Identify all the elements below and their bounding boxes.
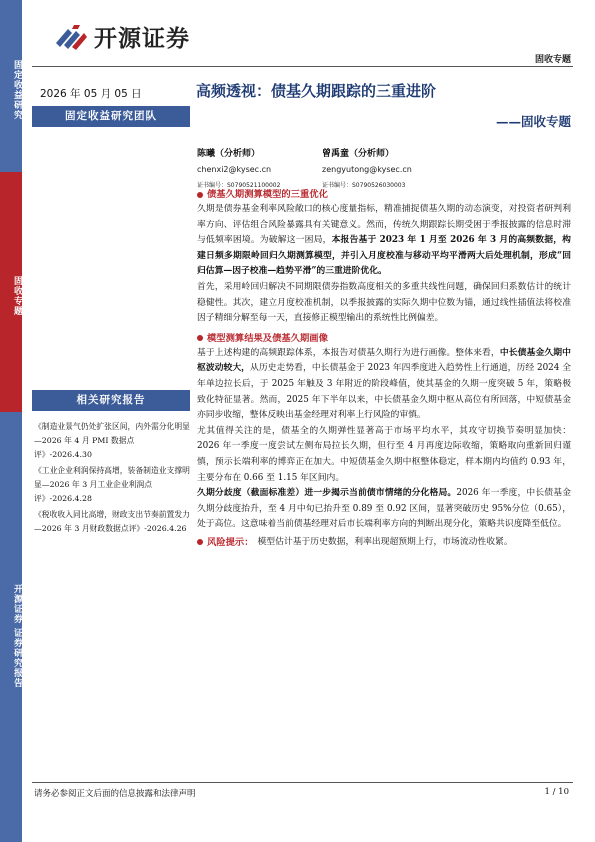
paragraph-text: 2026 年一季度，中长债基金久期分歧度抬升，至 4 月中旬已抬升至 0.89 至 0.92 区间，显著突破历史 95%分位（0.65），处于高位。这意味着当前债基经理对后市长端利率方向的判断出现分化，策略共识度降至低位。 bbox=[197, 488, 571, 530]
paragraph-text: 从历史走势看，中长债基金于 2023 年四季度进入趋势性上行通道，历经 2024 全年单边拉长后，于 2025 年触及 3 年附近的阶段峰值，使其基金的久期一度突破 5 年，策略极致化特征显著。然而，2025 年下半年以来，中长债基金久期中枢从高位有所回落，中短债基金亦同步收缩，整体反映出基金经理对利率上行风险的审慎。 bbox=[197, 363, 571, 421]
analyst-email[interactable]: zengyutong@kysec.cn bbox=[322, 165, 412, 174]
sidebar-top-label: 固定收益研究 bbox=[12, 60, 22, 120]
report-title: 高频透视：债基久期跟踪的三重进阶 bbox=[196, 82, 437, 100]
paragraph bbox=[197, 202, 571, 280]
team-label: 固定收益研究团队 bbox=[32, 106, 190, 127]
analyst-card bbox=[197, 146, 280, 189]
page-number: 1 / 10 bbox=[544, 787, 569, 797]
report-date: 2026 年 05 月 05 日 bbox=[40, 88, 142, 100]
risk-text: 模型估计基于历史数据，利率出现超预期上行，市场流动性收紧。 bbox=[257, 536, 513, 547]
logo-mark-icon bbox=[54, 23, 88, 51]
paragraph: 首先，采用岭回归解决不同期限债券指数高度相关的多重共线性问题，确保回归系数估计的统计稳健性。其次，建立月度校准机制，以季报披露的实际久期中位数为锚，通过线性插值法将校准因子精细分解至每一天，直接修正模型输出的系统性比例偏差。 bbox=[197, 281, 571, 324]
sidebar-section-brand bbox=[0, 412, 22, 842]
sidebar-middle-label: 固收专题 bbox=[12, 276, 22, 316]
analyst-name: 曾禹童（分析师） bbox=[322, 149, 395, 159]
paragraph-emphasis: 本报告基于 2023 年 1 月至 2026 年 3 月的高频数据，构建日频多期限岭回归久期测算模型，并引入月度校准与移动平均平滑两大后处理机制，形成“回归估算—因子校准—趋势平滑”的三重进阶优化。 bbox=[197, 235, 571, 277]
analyst-name: 陈曦（分析师） bbox=[197, 149, 261, 159]
risk-warning bbox=[197, 535, 571, 550]
analyst-cert: 证书编号：S0790521100002 bbox=[197, 182, 281, 189]
section-heading-text: 债基久期测算模型的三重优化 bbox=[207, 189, 328, 200]
related-research-label: 相关研究报告 bbox=[32, 390, 190, 411]
paragraph-emphasis: 中长债基金久期中枢波动较大， bbox=[197, 347, 571, 374]
report-subtitle: ——固收专题 bbox=[495, 114, 571, 129]
header-tag: 固收专题 bbox=[534, 55, 571, 65]
sidebar-section-topic bbox=[0, 172, 22, 412]
sidebar-bottom-label: 开源证券 证券研究报告 bbox=[12, 583, 22, 689]
bullet-icon bbox=[197, 335, 203, 341]
footer-divider bbox=[32, 782, 573, 783]
paragraph bbox=[197, 486, 571, 533]
paragraph-emphasis: 久期分歧度（截面标准差）进一步揭示当前债市情绪的分化格局。 bbox=[197, 488, 457, 499]
paragraph-text: 久期是债券基金利率风险敞口的核心度量指标，精准捕捉债基久期的动态演变，对投资者研判利率方向、评估组合风险暴露具有关键意义。然而，传统久期跟踪长期受困于季报披露的信息时滞与低频率困境。为破解这一困局， bbox=[197, 204, 571, 246]
related-research-item[interactable]: 《工业企业利润保持高增，装备制造业支撑明显—2026 年 3 月工业企业利润点评》-2026.4.28 bbox=[34, 466, 190, 503]
bullet-icon bbox=[197, 192, 203, 198]
section-heading-text: 模型测算结果及债基久期画像 bbox=[207, 332, 328, 344]
sidebar-section-fixed-income bbox=[0, 0, 22, 172]
bullet-icon bbox=[197, 539, 203, 545]
section-heading bbox=[197, 187, 571, 202]
company-logo bbox=[54, 20, 190, 53]
section-heading bbox=[197, 331, 571, 346]
analyst-cert: 证书编号：S0790526030003 bbox=[322, 182, 406, 189]
logo-text: 开源证券 bbox=[94, 26, 190, 52]
paragraph-text: 基于上述构建的高频跟踪体系，本报告对债基久期行为进行画像。整体来看， bbox=[197, 347, 500, 358]
analyst-email[interactable]: chenxi2@kysec.cn bbox=[197, 165, 272, 174]
paragraph bbox=[197, 346, 571, 424]
paragraph: 尤其值得关注的是，债基全的久期弹性显著高于市场平均水平，其攻守切换节奏明显加快：2026 年一季度一度尝试左侧布局拉长久期，但行至 4 月再度边际收缩，策略取向重新回归谨慎，预示长端利率的博弈正在加大。中短债基金久期中枢整体稳定，样本期内均值约 0.93 年，主要分布在 0.66 至 1.15 年区间内。 bbox=[197, 425, 571, 483]
related-research-item[interactable]: 《制造业景气仍处扩张区间，内外需分化明显—2026 年 4 月 PMI 数据点评》-2026.4.30 bbox=[34, 422, 190, 459]
related-research-list bbox=[34, 420, 192, 538]
related-research-item[interactable]: 《税收收入同比高增，财政支出节奏前置发力—2026 年 3 月财政数据点评》-2026.4.26 bbox=[34, 510, 190, 533]
analyst-card bbox=[322, 146, 412, 189]
report-body bbox=[197, 187, 571, 550]
footer-disclaimer: 请务必参阅正文后面的信息披露和法律声明 bbox=[34, 789, 196, 799]
header-divider bbox=[32, 66, 573, 67]
risk-label: 风险提示： bbox=[207, 536, 254, 548]
